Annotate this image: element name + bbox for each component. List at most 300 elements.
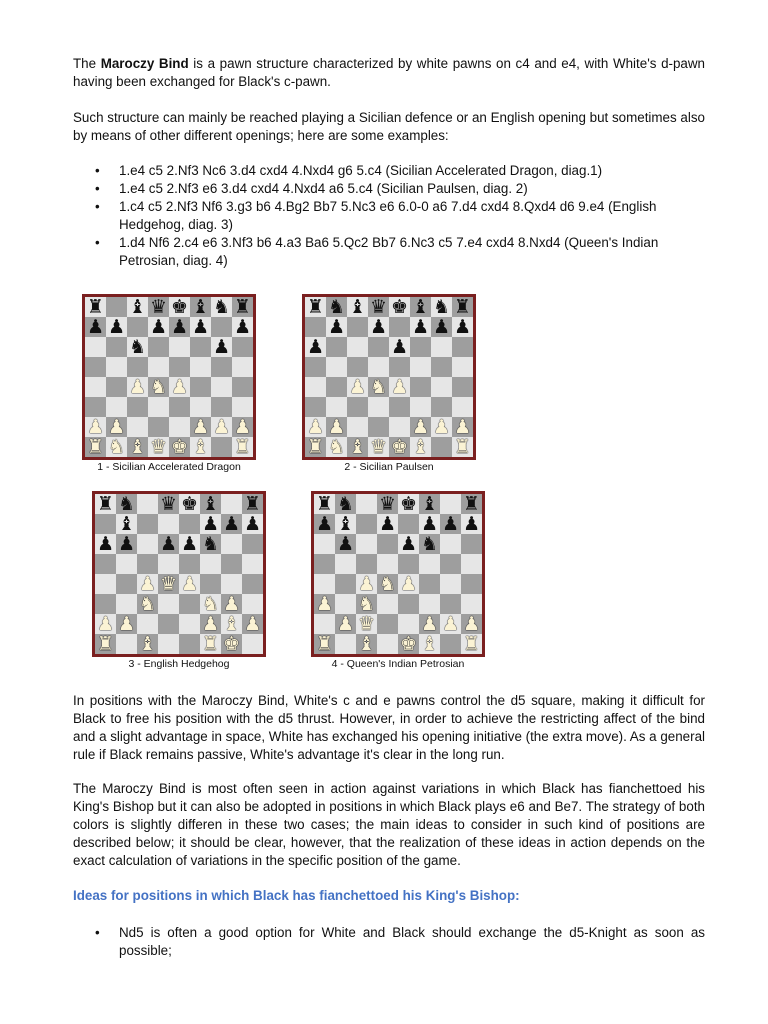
board-square: [326, 357, 347, 377]
board-square: [398, 574, 419, 594]
black-pawn-icon: ♟: [191, 317, 210, 337]
board-square: [326, 337, 347, 357]
black-rook-icon: ♜: [86, 297, 105, 317]
board-square: [200, 554, 221, 574]
board-square: [200, 514, 221, 534]
bullet-icon: •: [95, 181, 100, 196]
board-square: [148, 317, 169, 337]
board-square: [116, 534, 137, 554]
white-pawn-icon: ♟: [336, 614, 355, 634]
intro-term: Maroczy Bind: [100, 56, 189, 71]
board-square: [190, 417, 211, 437]
white-king-icon: ♚: [170, 437, 189, 457]
board-square: [356, 614, 377, 634]
black-pawn-icon: ♟: [170, 317, 189, 337]
black-pawn-icon: ♟: [86, 317, 105, 337]
board-square: [389, 357, 410, 377]
black-pawn-icon: ♟: [117, 534, 136, 554]
black-pawn-icon: ♟: [420, 514, 439, 534]
black-king-icon: ♚: [390, 297, 409, 317]
board-square: [419, 634, 440, 654]
board-square: [137, 574, 158, 594]
black-king-icon: ♚: [399, 494, 418, 514]
examples-list: [73, 162, 705, 270]
board-square: [389, 317, 410, 337]
board-square: [116, 574, 137, 594]
board-square: [377, 594, 398, 614]
chess-board: [85, 297, 253, 457]
board-square: [347, 437, 368, 457]
diagram-caption: 1 - Sicilian Accelerated Dragon: [97, 461, 241, 473]
board-square: [106, 317, 127, 337]
white-king-icon: ♚: [222, 634, 241, 654]
example-text: 1.d4 Nf6 2.c4 e6 3.Nf3 b6 4.a3 Ba6 5.Qc2 Bb7 6.Nc3 c5 7.e4 cxd4 8.Nxd4 (Queen's Indian Petrosian, diag. 4): [119, 235, 659, 268]
board-square: [127, 317, 148, 337]
chess-board: [314, 494, 482, 654]
black-queen-icon: ♛: [159, 494, 178, 514]
board-square: [326, 417, 347, 437]
white-pawn-icon: ♟: [222, 594, 241, 614]
board-square: [179, 594, 200, 614]
paragraph-bind-control: In positions with the Maroczy Bind, White's c and e pawns control the d5 square, making it difficult for Black to free his position with the d5 thrust. However, in order to achieve the restricting affect of the bind and a slight advantage in space, White has exchanged his opening initiative (the extra move). As a general rule if Black remains passive, White's advantage it's clear in the long run.: [73, 693, 705, 762]
board-square: [452, 377, 473, 397]
board-square: [200, 634, 221, 654]
white-pawn-icon: ♟: [462, 614, 481, 634]
board-square: [389, 337, 410, 357]
board-square: [314, 634, 335, 654]
board-square: [137, 494, 158, 514]
board-square: [305, 397, 326, 417]
black-rook-icon: ♜: [306, 297, 325, 317]
white-king-icon: ♚: [399, 634, 418, 654]
board-square: [232, 377, 253, 397]
board-square: [148, 357, 169, 377]
board-square: [179, 534, 200, 554]
white-pawn-icon: ♟: [432, 417, 451, 437]
board-square: [410, 437, 431, 457]
white-pawn-icon: ♟: [212, 417, 231, 437]
board-square: [326, 437, 347, 457]
board-square: [158, 634, 179, 654]
board-square: [95, 594, 116, 614]
white-pawn-icon: ♟: [86, 417, 105, 437]
white-queen-icon: ♛: [149, 437, 168, 457]
board-square: [398, 614, 419, 634]
white-pawn-icon: ♟: [128, 377, 147, 397]
white-rook-icon: ♜: [96, 634, 115, 654]
section-heading: Ideas for positions in which Black has fianchettoed his King's Bishop:: [73, 888, 520, 903]
board-square: [190, 297, 211, 317]
board-square: [461, 514, 482, 534]
board-square: [127, 397, 148, 417]
board-square: [452, 357, 473, 377]
board-square: [116, 614, 137, 634]
board-square: [314, 594, 335, 614]
white-rook-icon: ♜: [86, 437, 105, 457]
board-square: [461, 634, 482, 654]
list-item: [73, 162, 705, 180]
black-knight-icon: ♞: [420, 534, 439, 554]
board-square: [169, 297, 190, 317]
board-square: [137, 614, 158, 634]
board-square: [169, 337, 190, 357]
white-rook-icon: ♜: [306, 437, 325, 457]
board-square: [431, 377, 452, 397]
board-frame: [82, 294, 256, 460]
board-square: [347, 357, 368, 377]
board-square: [461, 554, 482, 574]
board-square: [419, 514, 440, 534]
board-square: [85, 357, 106, 377]
chess-board: [95, 494, 263, 654]
board-square: [452, 417, 473, 437]
white-pawn-icon: ♟: [191, 417, 210, 437]
white-knight-icon: ♞: [107, 437, 126, 457]
board-square: [211, 377, 232, 397]
white-rook-icon: ♜: [315, 634, 334, 654]
board-square: [85, 437, 106, 457]
board-square: [158, 514, 179, 534]
white-knight-icon: ♞: [327, 437, 346, 457]
board-square: [242, 634, 263, 654]
board-square: [127, 437, 148, 457]
board-square: [335, 594, 356, 614]
board-square: [95, 574, 116, 594]
white-pawn-icon: ♟: [420, 614, 439, 634]
black-bishop-icon: ♝: [128, 297, 147, 317]
board-square: [368, 317, 389, 337]
white-bishop-icon: ♝: [348, 437, 367, 457]
board-frame: [92, 491, 266, 657]
board-square: [221, 614, 242, 634]
white-pawn-icon: ♟: [201, 614, 220, 634]
board-square: [127, 297, 148, 317]
board-square: [419, 594, 440, 614]
black-pawn-icon: ♟: [441, 514, 460, 534]
board-square: [85, 397, 106, 417]
list-item: [73, 924, 705, 960]
board-square: [452, 317, 473, 337]
black-pawn-icon: ♟: [159, 534, 178, 554]
black-knight-icon: ♞: [117, 494, 136, 514]
board-square: [326, 317, 347, 337]
board-square: [158, 534, 179, 554]
board-square: [440, 614, 461, 634]
board-square: [398, 534, 419, 554]
white-king-icon: ♚: [390, 437, 409, 457]
board-square: [242, 534, 263, 554]
board-square: [169, 397, 190, 417]
list-item: [73, 234, 705, 270]
board-square: [106, 337, 127, 357]
intro-prefix: The: [73, 56, 101, 71]
example-text: 1.e4 c5 2.Nf3 e6 3.d4 cxd4 4.Nxd4 a6 5.c4 (Sicilian Paulsen, diag. 2): [119, 181, 528, 196]
board-square: [419, 534, 440, 554]
board-square: [377, 494, 398, 514]
black-bishop-icon: ♝: [411, 297, 430, 317]
board-square: [314, 494, 335, 514]
board-square: [211, 437, 232, 457]
board-square: [356, 534, 377, 554]
board-square: [242, 614, 263, 634]
board-square: [335, 534, 356, 554]
board-square: [431, 297, 452, 317]
board-square: [95, 634, 116, 654]
board-square: [190, 437, 211, 457]
board-square: [419, 554, 440, 574]
board-square: [377, 634, 398, 654]
board-square: [242, 514, 263, 534]
board-square: [398, 634, 419, 654]
board-square: [410, 397, 431, 417]
black-pawn-icon: ♟: [378, 514, 397, 534]
white-pawn-icon: ♟: [117, 614, 136, 634]
paragraph-fianchetto: The Maroczy Bind is most often seen in action against variations in which Black has fianchettoed his King's Bishop but it can also be adopted in positions in which Black plays e6 and Be7. The strategy of both colors is slightly differen in these two cases; the main ideas to consider in such kind of positions are described below; it should be clear, however, that the realization of these ideas in action depends on the exact calculation of variations in the specific position of the game.: [73, 781, 705, 868]
white-pawn-icon: ♟: [390, 377, 409, 397]
black-knight-icon: ♞: [128, 337, 147, 357]
black-bishop-icon: ♝: [201, 494, 220, 514]
example-text: 1.c4 c5 2.Nf3 Nf6 3.g3 b6 4.Bg2 Bb7 5.Nc3 e6 6.0-0 a6 7.d4 cxd4 8.Qxd4 d6 9.e4 (English Hedgehog, diag. 3): [119, 199, 657, 232]
black-bishop-icon: ♝: [348, 297, 367, 317]
board-square: [211, 417, 232, 437]
board-square: [305, 357, 326, 377]
board-square: [211, 317, 232, 337]
board-square: [190, 317, 211, 337]
board-square: [347, 297, 368, 317]
white-bishop-icon: ♝: [222, 614, 241, 634]
board-square: [335, 634, 356, 654]
board-square: [179, 634, 200, 654]
board-square: [148, 397, 169, 417]
board-square: [305, 437, 326, 457]
black-bishop-icon: ♝: [420, 494, 439, 514]
board-square: [440, 574, 461, 594]
white-rook-icon: ♜: [201, 634, 220, 654]
white-knight-icon: ♞: [201, 594, 220, 614]
idea-text: Nd5 is often a good option for White and Black should exchange the d5-Knight as soon as possible;: [119, 925, 705, 958]
white-rook-icon: ♜: [453, 437, 472, 457]
board-square: [158, 554, 179, 574]
white-bishop-icon: ♝: [128, 437, 147, 457]
paragraph-openings: Such structure can mainly be reached playing a Sicilian defence or an English opening but sometimes also by means of other different openings; here are some examples:: [73, 110, 705, 143]
black-pawn-icon: ♟: [243, 514, 262, 534]
black-pawn-icon: ♟: [327, 317, 346, 337]
black-pawn-icon: ♟: [107, 317, 126, 337]
board-square: [431, 317, 452, 337]
board-square: [179, 554, 200, 574]
board-square: [106, 297, 127, 317]
board-square: [190, 397, 211, 417]
board-square: [347, 397, 368, 417]
board-square: [232, 417, 253, 437]
board-square: [356, 554, 377, 574]
white-pawn-icon: ♟: [180, 574, 199, 594]
board-square: [242, 594, 263, 614]
white-queen-icon: ♛: [357, 614, 376, 634]
white-bishop-icon: ♝: [420, 634, 439, 654]
board-square: [461, 534, 482, 554]
board-square: [452, 297, 473, 317]
board-square: [419, 574, 440, 594]
board-square: [335, 574, 356, 594]
diagram-caption: 3 - English Hedgehog: [128, 658, 230, 670]
black-pawn-icon: ♟: [96, 534, 115, 554]
black-pawn-icon: ♟: [201, 514, 220, 534]
black-pawn-icon: ♟: [453, 317, 472, 337]
board-square: [461, 574, 482, 594]
board-square: [158, 494, 179, 514]
white-pawn-icon: ♟: [233, 417, 252, 437]
board-square: [431, 337, 452, 357]
board-square: [232, 437, 253, 457]
board-square: [326, 377, 347, 397]
board-square: [116, 634, 137, 654]
board-square: [335, 614, 356, 634]
board-square: [106, 417, 127, 437]
board-square: [200, 594, 221, 614]
board-square: [221, 574, 242, 594]
white-pawn-icon: ♟: [453, 417, 472, 437]
board-square: [211, 357, 232, 377]
black-rook-icon: ♜: [96, 494, 115, 514]
board-square: [389, 397, 410, 417]
white-pawn-icon: ♟: [306, 417, 325, 437]
white-pawn-icon: ♟: [138, 574, 157, 594]
board-square: [314, 534, 335, 554]
ideas-list: [73, 924, 705, 960]
board-square: [221, 494, 242, 514]
board-square: [95, 494, 116, 514]
white-pawn-icon: ♟: [411, 417, 430, 437]
board-square: [461, 494, 482, 514]
board-square: [232, 397, 253, 417]
white-pawn-icon: ♟: [243, 614, 262, 634]
board-square: [169, 357, 190, 377]
board-square: [242, 554, 263, 574]
white-knight-icon: ♞: [369, 377, 388, 397]
board-square: [431, 357, 452, 377]
board-square: [368, 337, 389, 357]
black-pawn-icon: ♟: [180, 534, 199, 554]
board-square: [137, 634, 158, 654]
white-bishop-icon: ♝: [138, 634, 157, 654]
board-square: [389, 377, 410, 397]
board-square: [419, 494, 440, 514]
board-square: [377, 574, 398, 594]
white-queen-icon: ♛: [369, 437, 388, 457]
board-square: [419, 614, 440, 634]
white-pawn-icon: ♟: [107, 417, 126, 437]
white-bishop-icon: ♝: [191, 437, 210, 457]
board-square: [127, 377, 148, 397]
board-square: [106, 397, 127, 417]
board-square: [169, 437, 190, 457]
board-square: [158, 614, 179, 634]
black-knight-icon: ♞: [212, 297, 231, 317]
board-square: [305, 417, 326, 437]
board-square: [452, 337, 473, 357]
board-square: [190, 337, 211, 357]
board-square: [95, 554, 116, 574]
board-square: [431, 437, 452, 457]
board-square: [440, 514, 461, 534]
black-knight-icon: ♞: [327, 297, 346, 317]
board-square: [314, 614, 335, 634]
black-bishop-icon: ♝: [117, 514, 136, 534]
board-frame: [311, 491, 485, 657]
board-square: [368, 397, 389, 417]
board-square: [190, 377, 211, 397]
board-square: [116, 594, 137, 614]
black-pawn-icon: ♟: [149, 317, 168, 337]
board-square: [347, 317, 368, 337]
board-square: [137, 514, 158, 534]
board-square: [356, 634, 377, 654]
white-pawn-icon: ♟: [399, 574, 418, 594]
board-square: [410, 417, 431, 437]
white-rook-icon: ♜: [233, 437, 252, 457]
black-pawn-icon: ♟: [306, 337, 325, 357]
board-square: [85, 317, 106, 337]
board-square: [377, 614, 398, 634]
black-bishop-icon: ♝: [336, 514, 355, 534]
white-queen-icon: ♛: [159, 574, 178, 594]
board-square: [452, 397, 473, 417]
black-pawn-icon: ♟: [462, 514, 481, 534]
black-pawn-icon: ♟: [399, 534, 418, 554]
board-square: [148, 337, 169, 357]
bullet-icon: •: [95, 925, 100, 940]
board-square: [368, 417, 389, 437]
board-square: [347, 377, 368, 397]
board-square: [377, 534, 398, 554]
board-square: [179, 614, 200, 634]
black-pawn-icon: ♟: [369, 317, 388, 337]
board-square: [106, 377, 127, 397]
black-pawn-icon: ♟: [336, 534, 355, 554]
board-square: [335, 554, 356, 574]
black-pawn-icon: ♟: [432, 317, 451, 337]
board-square: [190, 357, 211, 377]
board-square: [410, 317, 431, 337]
white-pawn-icon: ♟: [170, 377, 189, 397]
board-square: [148, 437, 169, 457]
black-pawn-icon: ♟: [315, 514, 334, 534]
board-square: [95, 614, 116, 634]
board-square: [410, 377, 431, 397]
white-pawn-icon: ♟: [441, 614, 460, 634]
board-square: [148, 417, 169, 437]
board-square: [398, 594, 419, 614]
board-square: [169, 417, 190, 437]
white-pawn-icon: ♟: [327, 417, 346, 437]
board-square: [377, 514, 398, 534]
bullet-icon: •: [95, 163, 100, 178]
white-pawn-icon: ♟: [357, 574, 376, 594]
board-square: [347, 417, 368, 437]
black-bishop-icon: ♝: [191, 297, 210, 317]
board-square: [127, 337, 148, 357]
board-square: [335, 514, 356, 534]
black-knight-icon: ♞: [432, 297, 451, 317]
board-square: [106, 357, 127, 377]
board-square: [148, 297, 169, 317]
black-rook-icon: ♜: [243, 494, 262, 514]
board-square: [221, 554, 242, 574]
board-square: [398, 554, 419, 574]
board-square: [232, 297, 253, 317]
white-pawn-icon: ♟: [348, 377, 367, 397]
